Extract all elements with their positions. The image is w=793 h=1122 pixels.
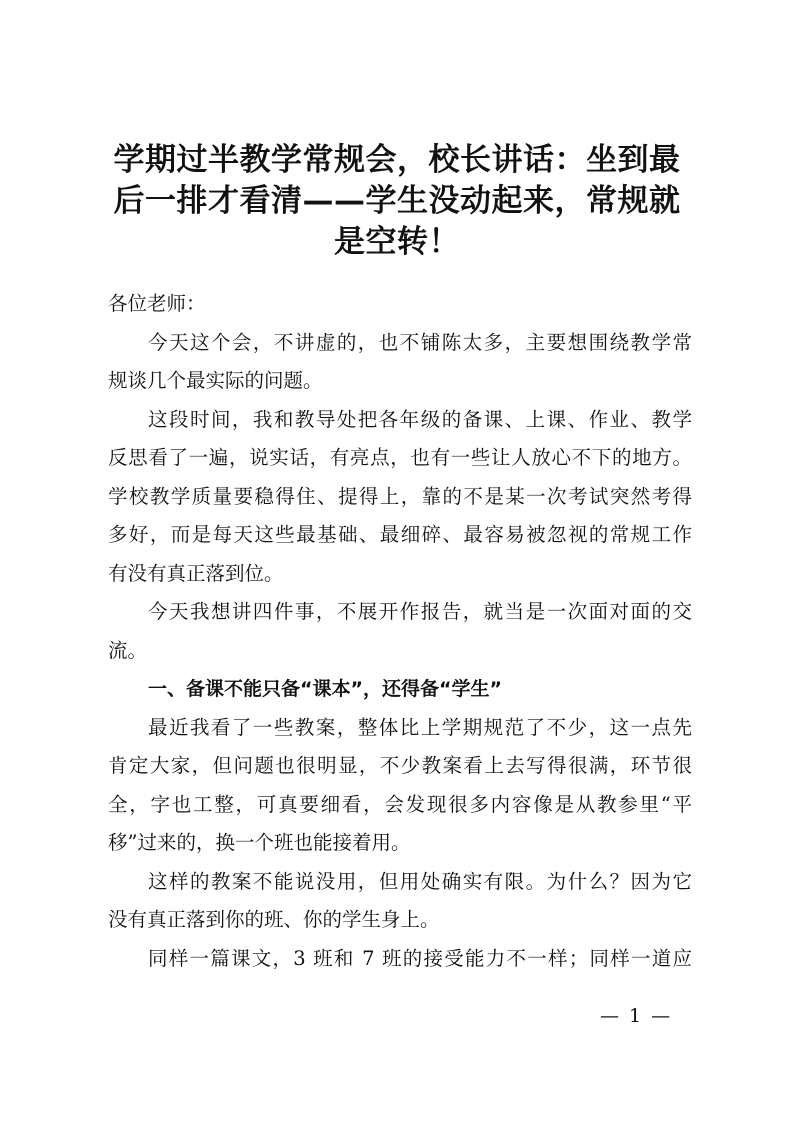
title-line: 学期过半教学常规会，校长讲话：坐到最 <box>113 142 681 178</box>
salutation: 各位老师： <box>108 292 206 315</box>
paragraph-line: 同样一篇课文，3 班和 7 班的接受能力不一样；同样一道应 <box>148 946 692 970</box>
paragraph-line: 全，字也工整，可真要细看，会发现很多内容像是从教参里“平 <box>108 792 692 816</box>
paragraph-line: 有没有真正落到位。 <box>108 561 284 585</box>
paragraph-line: 这样的教案不能说没用，但用处确实有限。为什么？因为它 <box>148 869 692 893</box>
paragraph-line: 没有真正落到你的班、你的学生身上。 <box>108 908 440 931</box>
page-number: — 1 — <box>600 1005 673 1027</box>
paragraph-line: 今天这个会，不讲虚的，也不铺陈太多，主要想围绕教学常 <box>148 330 692 354</box>
paragraph-line: 今天我想讲四件事，不展开作报告，就当是一次面对面的交 <box>148 600 692 623</box>
paragraph-line: 这段时间，我和教导处把各年级的备课、上课、作业、教学 <box>148 407 692 431</box>
paragraph-line: 最近我看了一些教案，整体比上学期规范了不少，这一点先 <box>148 715 692 739</box>
paragraph-line: 反思看了一遍，说实话，有亮点，也有一些让人放心不下的地方。 <box>108 446 692 469</box>
paragraph-line: 多好，而是每天这些最基础、最细碎、最容易被忽视的常规工作 <box>108 523 692 546</box>
paragraph-line: 流。 <box>108 638 148 662</box>
paragraph-line: 学校教学质量要稳得住、提得上，靠的不是某一次考试突然考得 <box>108 484 692 508</box>
title-line: 后一排才看清——学生没动起来，常规就 <box>113 183 681 219</box>
document-title <box>100 140 694 263</box>
paragraph-line: 规谈几个最实际的问题。 <box>108 369 323 392</box>
paragraph-line: 移”过来的，换一个班也能接着用。 <box>108 831 411 854</box>
title-line: 是空转！ <box>334 224 460 260</box>
paragraph-line: 肯定大家，但问题也很明显，不少教案看上去写得很满，环节很 <box>108 754 692 777</box>
section-heading: 一、备课不能只备“课本”，还得备“学生” <box>148 678 502 700</box>
document-body <box>108 285 692 978</box>
